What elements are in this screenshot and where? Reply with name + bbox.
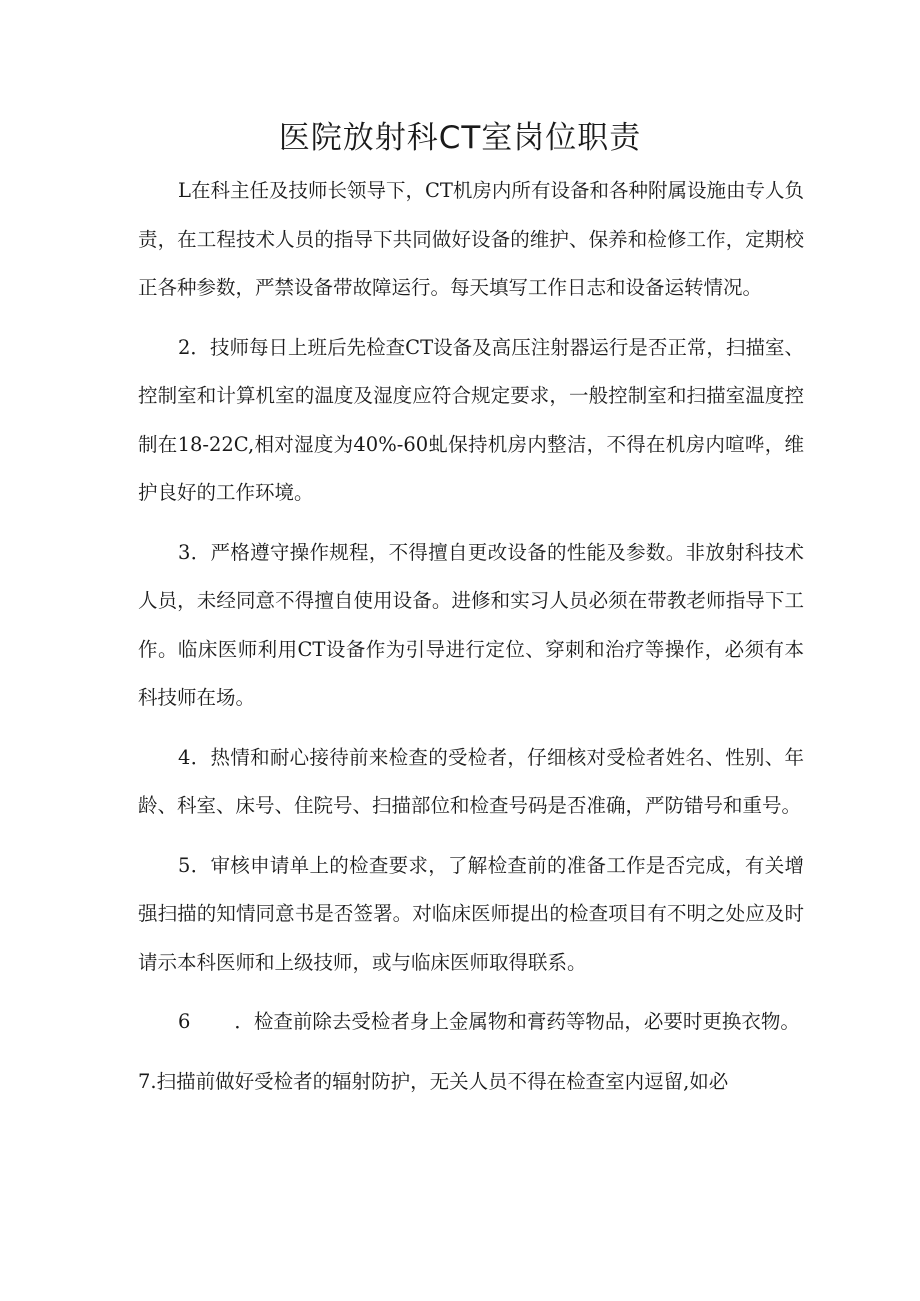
paragraph-5: 5．审核申请单上的检查要求，了解检查前的准备工作是否完成，有关增强扫描的知情同意书是否签署。对临床医师提出的检查项目有不明之处应及时请示本科医师和上级技师，或与临床医师取得联系。: [138, 853, 804, 974]
document-body: [138, 167, 804, 1117]
paragraph-6: [138, 998, 804, 1047]
paragraph-2: 2．技师每日上班后先检查CT设备及高压注射器运行是否正常，扫描室、控制室和计算机室的温度及湿度应符合规定要求，一般控制室和扫描室温度控制在18-22C,相对湿度为40%-60虬保持机房内整洁，不得在机房内喧哗，维护良好的工作环境。: [138, 335, 804, 504]
item-6-number: 6: [178, 1010, 191, 1033]
paragraph-4: 4．热情和耐心接待前来检查的受检者，仔细核对受检者姓名、性别、年龄、科室、床号、住院号、扫描部位和检查号码是否准确，严防错号和重号。: [138, 745, 804, 817]
document-title: 医院放射科CT室岗位职责: [278, 120, 642, 156]
paragraph-3: 3．严格遵守操作规程，不得擅自更改设备的性能及参数。非放射科技术人员，未经同意不得擅自使用设备。进修和实习人员必须在带教老师指导下工作。临床医师利用CT设备作为引导进行定位、穿刺和治疗等操作，必须有本科技师在场。: [138, 540, 804, 709]
item-6-text: ．检查前除去受检者身上金属物和膏药等物品，必要时更换衣物。: [234, 1010, 800, 1033]
paragraph-1: L在科主任及技师长领导下，CT机房内所有设备和各种附属设施由专人负责，在工程技术人员的指导下共同做好设备的维护、保养和检修工作，定期校正各种参数，严禁设备带故障运行。每天填写工作日志和设备运转情况。: [138, 179, 804, 299]
paragraph-7: 7.扫描前做好受检者的辐射防护，无关人员不得在检查室内逗留,如必: [138, 1069, 729, 1093]
